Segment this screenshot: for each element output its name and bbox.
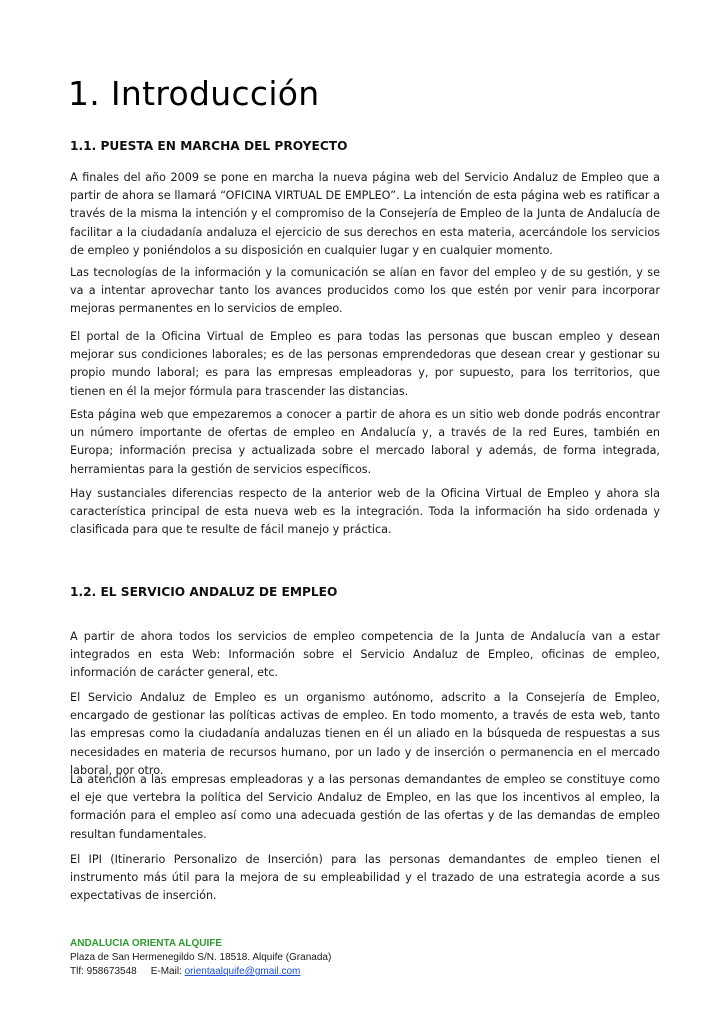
section-heading-1-2: 1.2. EL SERVICIO ANDALUZ DE EMPLEO bbox=[70, 585, 338, 599]
paragraph: Hay sustanciales diferencias respecto de la anterior web de la Oficina Virtual de Empleo y ahora sla característica principal de esta nueva web es la integración. Toda la información ha sido ordenada y clasificada para que te resulte de fácil manejo y práctica. bbox=[70, 487, 660, 537]
footer-email-label: E-Mail: bbox=[150, 966, 182, 977]
footer-org-name: ANDALUCIA ORIENTA ALQUIFE bbox=[70, 938, 223, 949]
paragraph: Esta página web que empezaremos a conocer a partir de ahora es un sitio web donde podrás encontrar un número importante de ofertas de empleo en Andalucía y, a través de la red Eures, también en Europa; información precisa y actualizada sobre el mercado laboral y además, de forma integrada, herramientas para la gestión de servicios específicos. bbox=[70, 408, 660, 476]
footer-address: Plaza de San Hermenegildo S/N. 18518. Alquife (Granada) bbox=[70, 952, 332, 963]
paragraph: A finales del año 2009 se pone en marcha la nueva página web del Servicio Andaluz de Empleo que a partir de ahora se llamará “OFICINA VIRTUAL DE EMPLEO”. La intención de esta página web es ratificar a través de la misma la intención y el compromiso de la Consejería de Empleo de la Junta de Andalucía de facilitar a la ciudadanía andaluza el ejercicio de sus derechos en esta materia, acercándole los servicios de empleo y poniéndolos a su disposición en cualquier lugar y en cualquier momento. bbox=[70, 171, 660, 257]
section-heading-1-1: 1.1. PUESTA EN MARCHA DEL PROYECTO bbox=[70, 139, 348, 153]
paragraph: La atención a las empresas empleadoras y a las personas demandantes de empleo se constituye como el eje que vertebra la política del Servicio Andaluz de Empleo, en las que los incentivos al empleo, la formación para el empleo así como una adecuada gestión de las ofertas y de las demandas de empleo resultan fundamentales. bbox=[70, 773, 660, 841]
paragraph: El IPI (Itinerario Personalizo de Inserción) para las personas demandantes de empleo tienen el instrumento más útil para la mejora de su empleabilidad y el trazado de una estrategia acorde a sus expectativas de inserción. bbox=[70, 853, 660, 903]
paragraph: El Servicio Andaluz de Empleo es un organismo autónomo, adscrito a la Consejería de Empleo, encargado de gestionar las políticas activas de empleo. En todo momento, a través de esta web, tanto las empresas como la ciudadanía andaluzas tienen en él un aliado en la búsqueda de respuestas a sus necesidades en materia de recursos humano, por un lado y de inserción o permanencia en el mercado laboral, por otro. bbox=[70, 691, 660, 777]
paragraph: El portal de la Oficina Virtual de Empleo es para todas las personas que buscan empleo y desean mejorar sus condiciones laborales; es de las personas emprendedoras que desean crear y gestionar su propio mundo laboral; es para las empresas empleadoras y, por supuesto, para los territorios, que tienen en él la mejor fórmula para trascender las distancias. bbox=[70, 330, 660, 398]
paragraph: A partir de ahora todos los servicios de empleo competencia de la Junta de Andalucía van a estar integrados en esta Web: Información sobre el Servicio Andaluz de Empleo, oficinas de empleo, información de carácter general, etc. bbox=[70, 630, 660, 680]
footer-contact bbox=[70, 965, 670, 979]
paragraph: Las tecnologías de la información y la comunicación se alían en favor del empleo y de su gestión, y se va a intentar aprovechar tanto los avances producidos como los que estén por venir para incorporar mejoras permanentes en lo servicios de empleo. bbox=[70, 266, 660, 316]
page-title: 1. Introducción bbox=[68, 74, 320, 113]
page-footer bbox=[70, 937, 670, 979]
footer-email-link[interactable]: orientaalquife@gmail.com bbox=[184, 966, 301, 977]
footer-phone: Tlf: 958673548 bbox=[70, 966, 137, 977]
